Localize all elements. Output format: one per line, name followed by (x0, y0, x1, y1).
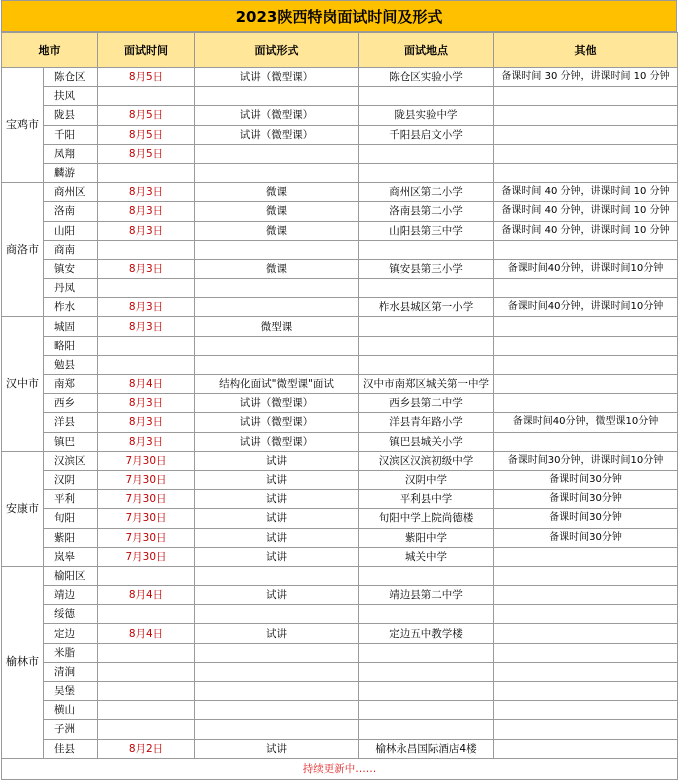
date-cell (98, 279, 195, 298)
form-cell: 试讲 (195, 470, 359, 489)
form-cell (195, 355, 359, 374)
table-row (2, 298, 678, 317)
footer-row (2, 758, 678, 779)
district-cell: 麟游 (44, 163, 98, 182)
date-cell: 8月3日 (98, 183, 195, 202)
form-cell: 微课 (195, 202, 359, 221)
table-row (2, 125, 678, 144)
date-cell: 8月4日 (98, 375, 195, 394)
other-cell (494, 106, 678, 125)
form-cell: 试讲（微型课） (195, 432, 359, 451)
date-cell (98, 163, 195, 182)
date-cell: 8月3日 (98, 413, 195, 432)
table-row (2, 87, 678, 106)
district-cell: 山阳 (44, 221, 98, 240)
district-cell: 南郑 (44, 375, 98, 394)
district-cell: 佳县 (44, 739, 98, 758)
form-cell: 试讲（微型课） (195, 106, 359, 125)
date-cell (98, 682, 195, 701)
district-cell: 商州区 (44, 183, 98, 202)
form-cell: 试讲 (195, 624, 359, 643)
form-cell: 试讲（微型课） (195, 125, 359, 144)
other-cell (494, 87, 678, 106)
district-cell: 汉阴 (44, 470, 98, 489)
location-cell (359, 87, 494, 106)
form-cell (195, 336, 359, 355)
table-row (2, 68, 678, 87)
location-cell (359, 662, 494, 681)
location-cell: 商州区第二小学 (359, 183, 494, 202)
header-date: 面试时间 (98, 33, 195, 68)
form-cell: 试讲（微型课） (195, 413, 359, 432)
other-cell (494, 605, 678, 624)
table-row (2, 163, 678, 182)
table-row (2, 566, 678, 585)
form-cell (195, 720, 359, 739)
interview-table (1, 32, 678, 780)
form-cell: 试讲 (195, 547, 359, 566)
table-body (2, 68, 678, 780)
district-cell: 洋县 (44, 413, 98, 432)
date-cell: 8月3日 (98, 394, 195, 413)
other-cell: 备课时间30分钟 (494, 528, 678, 547)
form-cell (195, 566, 359, 585)
table-row (2, 528, 678, 547)
table-row (2, 605, 678, 624)
district-cell: 靖边 (44, 586, 98, 605)
district-cell: 陈仓区 (44, 68, 98, 87)
location-cell: 山阳县第三中学 (359, 221, 494, 240)
form-cell: 试讲 (195, 586, 359, 605)
district-cell: 西乡 (44, 394, 98, 413)
other-cell (494, 720, 678, 739)
other-cell (494, 125, 678, 144)
location-cell: 柞水县城区第一小学 (359, 298, 494, 317)
table-row (2, 509, 678, 528)
district-cell: 汉滨区 (44, 451, 98, 470)
table-row (2, 336, 678, 355)
header-city: 地市 (2, 33, 98, 68)
date-cell: 8月3日 (98, 259, 195, 278)
location-cell: 靖边县第二中学 (359, 586, 494, 605)
other-cell (494, 662, 678, 681)
other-cell (494, 432, 678, 451)
district-cell: 子洲 (44, 720, 98, 739)
location-cell: 汉阴中学 (359, 470, 494, 489)
city-cell: 商洛市 (2, 183, 44, 317)
location-cell: 榆林永昌国际酒店4楼 (359, 739, 494, 758)
location-cell: 西乡县第二中学 (359, 394, 494, 413)
district-cell: 岚皋 (44, 547, 98, 566)
table-row (2, 221, 678, 240)
district-cell: 定边 (44, 624, 98, 643)
date-cell: 8月5日 (98, 125, 195, 144)
other-cell (494, 739, 678, 758)
other-cell: 备课时间30分钟 (494, 509, 678, 528)
district-cell: 丹凤 (44, 279, 98, 298)
form-cell: 微型课 (195, 317, 359, 336)
date-cell (98, 87, 195, 106)
date-cell (98, 240, 195, 259)
date-cell: 8月3日 (98, 202, 195, 221)
other-cell: 备课时间 30 分钟，讲课时间 10 分钟 (494, 68, 678, 87)
form-cell: 试讲 (195, 528, 359, 547)
location-cell: 紫阳中学 (359, 528, 494, 547)
date-cell: 7月30日 (98, 470, 195, 489)
table-row (2, 202, 678, 221)
other-cell (494, 355, 678, 374)
location-cell: 旬阳中学上院尚德楼 (359, 509, 494, 528)
location-cell (359, 643, 494, 662)
date-cell (98, 720, 195, 739)
other-cell (494, 624, 678, 643)
location-cell: 洛南县第二小学 (359, 202, 494, 221)
location-cell (359, 279, 494, 298)
date-cell: 8月5日 (98, 68, 195, 87)
date-cell: 7月30日 (98, 547, 195, 566)
district-cell: 吴堡 (44, 682, 98, 701)
sheet (1, 0, 677, 780)
location-cell (359, 144, 494, 163)
form-cell: 微课 (195, 259, 359, 278)
other-cell: 备课时间30分钟，讲课时间10分钟 (494, 451, 678, 470)
district-cell: 商南 (44, 240, 98, 259)
district-cell: 米脂 (44, 643, 98, 662)
table-row (2, 720, 678, 739)
date-cell (98, 605, 195, 624)
location-cell (359, 682, 494, 701)
district-cell: 旬阳 (44, 509, 98, 528)
form-cell (195, 87, 359, 106)
date-cell: 8月3日 (98, 298, 195, 317)
other-cell (494, 643, 678, 662)
date-cell: 8月3日 (98, 317, 195, 336)
other-cell: 备课时间40分钟，讲课时间10分钟 (494, 259, 678, 278)
header-location: 面试地点 (359, 33, 494, 68)
form-cell: 试讲 (195, 490, 359, 509)
city-cell: 汉中市 (2, 317, 44, 451)
table-row (2, 317, 678, 336)
other-cell (494, 701, 678, 720)
form-cell: 试讲（微型课） (195, 68, 359, 87)
footer-note: 持续更新中…… (2, 758, 678, 779)
date-cell: 7月30日 (98, 509, 195, 528)
date-cell (98, 336, 195, 355)
table-row (2, 183, 678, 202)
table-row (2, 451, 678, 470)
other-cell (494, 375, 678, 394)
form-cell (195, 701, 359, 720)
table-row (2, 547, 678, 566)
district-cell: 勉县 (44, 355, 98, 374)
date-cell (98, 566, 195, 585)
table-row (2, 355, 678, 374)
district-cell: 榆阳区 (44, 566, 98, 585)
district-cell: 扶风 (44, 87, 98, 106)
date-cell (98, 643, 195, 662)
city-cell: 宝鸡市 (2, 68, 44, 183)
other-cell (494, 586, 678, 605)
table-row (2, 432, 678, 451)
other-cell (494, 547, 678, 566)
other-cell (494, 682, 678, 701)
location-cell: 镇巴县城关小学 (359, 432, 494, 451)
location-cell (359, 336, 494, 355)
date-cell: 8月4日 (98, 586, 195, 605)
form-cell: 试讲 (195, 509, 359, 528)
table-row (2, 739, 678, 758)
district-cell: 凤翔 (44, 144, 98, 163)
header-form: 面试形式 (195, 33, 359, 68)
location-cell (359, 566, 494, 585)
date-cell: 8月4日 (98, 624, 195, 643)
district-cell: 清涧 (44, 662, 98, 681)
location-cell (359, 163, 494, 182)
date-cell: 8月5日 (98, 106, 195, 125)
other-cell (494, 279, 678, 298)
district-cell: 平利 (44, 490, 98, 509)
table-row (2, 259, 678, 278)
location-cell: 陇县实验中学 (359, 106, 494, 125)
form-cell (195, 163, 359, 182)
table-row (2, 144, 678, 163)
other-cell: 备课时间40分钟，微型课10分钟 (494, 413, 678, 432)
location-cell: 平利县中学 (359, 490, 494, 509)
location-cell: 汉滨区汉滨初级中学 (359, 451, 494, 470)
location-cell: 陈仓区实验小学 (359, 68, 494, 87)
location-cell (359, 317, 494, 336)
location-cell: 汉中市南郑区城关第一中学 (359, 375, 494, 394)
table-row (2, 375, 678, 394)
location-cell (359, 240, 494, 259)
other-cell (494, 317, 678, 336)
other-cell: 备课时间 40 分钟，讲课时间 10 分钟 (494, 183, 678, 202)
other-cell (494, 394, 678, 413)
date-cell: 7月30日 (98, 490, 195, 509)
sheet-title: 2023陕西特岗面试时间及形式 (1, 0, 677, 32)
table-row (2, 643, 678, 662)
table-row (2, 240, 678, 259)
form-cell (195, 298, 359, 317)
table-row (2, 106, 678, 125)
form-cell: 微课 (195, 221, 359, 240)
other-cell: 备课时间30分钟 (494, 470, 678, 489)
table-row (2, 413, 678, 432)
form-cell (195, 144, 359, 163)
form-cell: 试讲（微型课） (195, 394, 359, 413)
location-cell: 洋县青年路小学 (359, 413, 494, 432)
location-cell: 千阳县启文小学 (359, 125, 494, 144)
table-row (2, 624, 678, 643)
table-row (2, 701, 678, 720)
location-cell (359, 605, 494, 624)
district-cell: 陇县 (44, 106, 98, 125)
table-row (2, 682, 678, 701)
location-cell: 镇安县第三小学 (359, 259, 494, 278)
header-other: 其他 (494, 33, 678, 68)
district-cell: 紫阳 (44, 528, 98, 547)
date-cell (98, 355, 195, 374)
table-row (2, 394, 678, 413)
date-cell: 8月5日 (98, 144, 195, 163)
other-cell (494, 566, 678, 585)
location-cell: 定边五中教学楼 (359, 624, 494, 643)
table-row (2, 490, 678, 509)
table-row (2, 470, 678, 489)
location-cell (359, 720, 494, 739)
district-cell: 镇安 (44, 259, 98, 278)
district-cell: 横山 (44, 701, 98, 720)
city-cell: 安康市 (2, 451, 44, 566)
form-cell (195, 682, 359, 701)
other-cell: 备课时间 40 分钟，讲课时间 10 分钟 (494, 221, 678, 240)
district-cell: 绥德 (44, 605, 98, 624)
other-cell (494, 144, 678, 163)
date-cell: 8月2日 (98, 739, 195, 758)
district-cell: 洛南 (44, 202, 98, 221)
date-cell: 8月3日 (98, 432, 195, 451)
form-cell: 试讲 (195, 451, 359, 470)
form-cell (195, 279, 359, 298)
table-row (2, 586, 678, 605)
date-cell: 7月30日 (98, 528, 195, 547)
form-cell (195, 240, 359, 259)
date-cell (98, 662, 195, 681)
district-cell: 千阳 (44, 125, 98, 144)
city-cell: 榆林市 (2, 566, 44, 758)
location-cell: 城关中学 (359, 547, 494, 566)
form-cell (195, 643, 359, 662)
district-cell: 略阳 (44, 336, 98, 355)
table-row (2, 662, 678, 681)
district-cell: 城固 (44, 317, 98, 336)
header-row (2, 33, 678, 68)
form-cell (195, 605, 359, 624)
form-cell: 试讲 (195, 739, 359, 758)
date-cell (98, 701, 195, 720)
form-cell: 结构化面试"微型课"面试 (195, 375, 359, 394)
date-cell: 7月30日 (98, 451, 195, 470)
form-cell (195, 662, 359, 681)
form-cell: 微课 (195, 183, 359, 202)
district-cell: 柞水 (44, 298, 98, 317)
other-cell (494, 336, 678, 355)
location-cell (359, 355, 494, 374)
district-cell: 镇巴 (44, 432, 98, 451)
other-cell: 备课时间40分钟，讲课时间10分钟 (494, 298, 678, 317)
other-cell: 备课时间 40 分钟，讲课时间 10 分钟 (494, 202, 678, 221)
date-cell: 8月3日 (98, 221, 195, 240)
other-cell (494, 163, 678, 182)
table-row (2, 279, 678, 298)
other-cell: 备课时间30分钟 (494, 490, 678, 509)
location-cell (359, 701, 494, 720)
other-cell (494, 240, 678, 259)
